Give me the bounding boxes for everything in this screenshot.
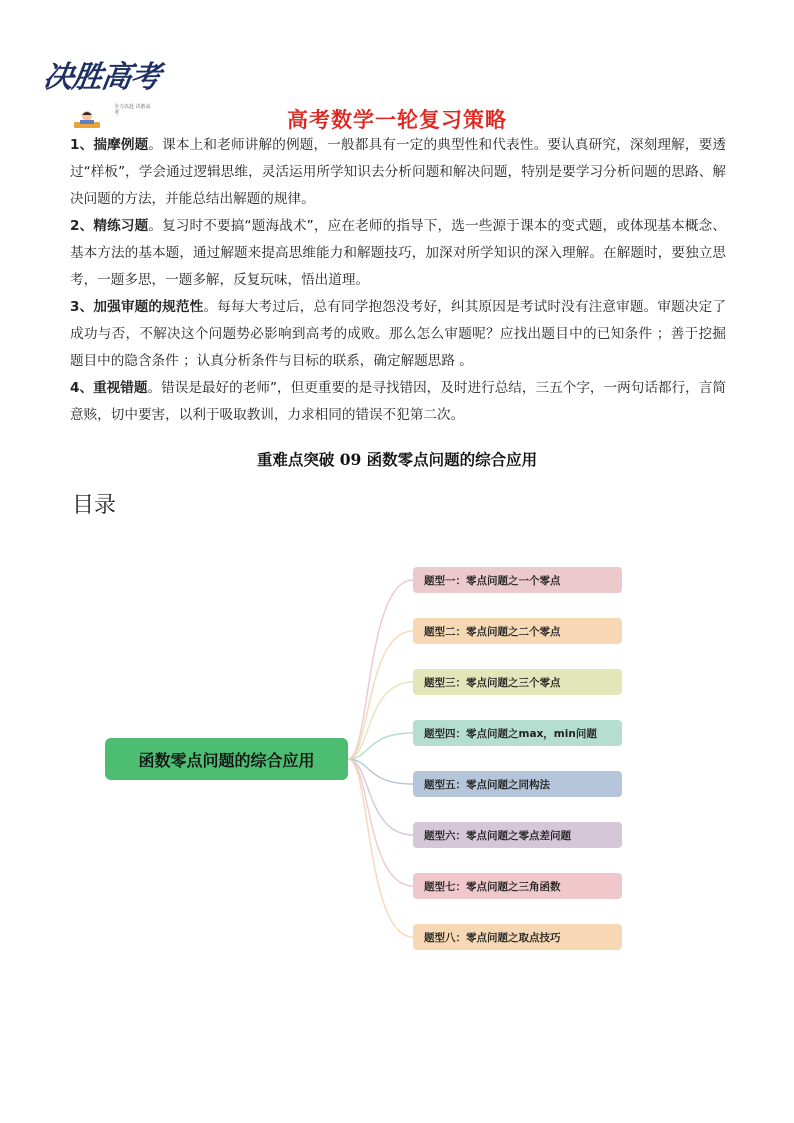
mindmap-node-7: 题型七：零点问题之三角函数 xyxy=(413,873,622,899)
strategy-paragraphs xyxy=(70,132,726,429)
strategy-paragraph-4 xyxy=(70,375,726,429)
paragraph-text: 。每每大考过后，总有同学抱怨没考好，纠其原因是考试时没有注意审题。审题决定了成功与否，不解决这个问题势必影响到高考的成败。那么怎么审题呢？应找出题目中的已知条件 ；善于挖掘题目中的隐含条件 ；认真分析条件与目标的联系，确定解题思路 。 xyxy=(70,299,726,369)
logo-text: 决胜高考 xyxy=(41,60,162,95)
section-title: 重难点突破 09 函数零点问题的综合应用 xyxy=(256,450,538,469)
toc-heading: 目录 xyxy=(72,493,117,518)
paragraph-lead: 4、重视错题 xyxy=(70,380,148,396)
mindmap-node-1: 题型一：零点问题之一个零点 xyxy=(413,567,622,593)
mindmap-node-2: 题型二：零点问题之二个零点 xyxy=(413,618,622,644)
strategy-paragraph-3 xyxy=(70,294,726,375)
mindmap-root: 函数零点问题的综合应用 xyxy=(105,738,348,780)
paragraph-text: 。课本上和老师讲解的例题，一般都具有一定的典型性和代表性。要认真研究，深刻理解，要透过“样板”，学会通过逻辑思维，灵活运用所学知识去分析问题和解决问题，特别是要学习分析问题的思路、解决问题的方法，并能总结出解题的规律。 xyxy=(70,137,726,207)
paragraph-text: 。复习时不要搞“题海战术”，应在老师的指导下，选一些源于课本的变式题，或体现基本概念、基本方法的基本题，通过解题来提高思维能力和解题技巧，加深对所学知识的深入理解。在解题时，要独立思考，一题多思，一题多解，反复玩味，悟出道理。 xyxy=(70,218,726,288)
paragraph-lead: 1、揣摩例题 xyxy=(70,137,149,153)
mindmap-node-6: 题型六：零点问题之零点差问题 xyxy=(413,822,622,848)
mindmap-node-5: 题型五：零点问题之同构法 xyxy=(413,771,622,797)
main-title: 高考数学一轮复习策略 xyxy=(287,108,507,132)
paragraph-lead: 2、精练习题 xyxy=(70,218,149,234)
mindmap-node-4: 题型四：零点问题之max，min问题 xyxy=(413,720,622,746)
strategy-paragraph-1 xyxy=(70,132,726,213)
paragraph-lead: 3、加强审题的规范性 xyxy=(70,299,204,315)
mindmap-connector-8 xyxy=(348,759,413,937)
mindmap-connector-1 xyxy=(348,580,413,759)
logo-tagline: 全力以赴 决胜高考 xyxy=(114,104,151,116)
mindmap-node-3: 题型三：零点问题之三个零点 xyxy=(413,669,622,695)
paragraph-text: 。错误是最好的老师”，但更重要的是寻找错因，及时进行总结，三五个字，一两句话都行，言简意赅，切中要害，以利于吸取教训，力求相同的错误不犯第二次。 xyxy=(70,380,726,423)
strategy-paragraph-2 xyxy=(70,213,726,294)
mindmap-node-8: 题型八：零点问题之取点技巧 xyxy=(413,924,622,950)
